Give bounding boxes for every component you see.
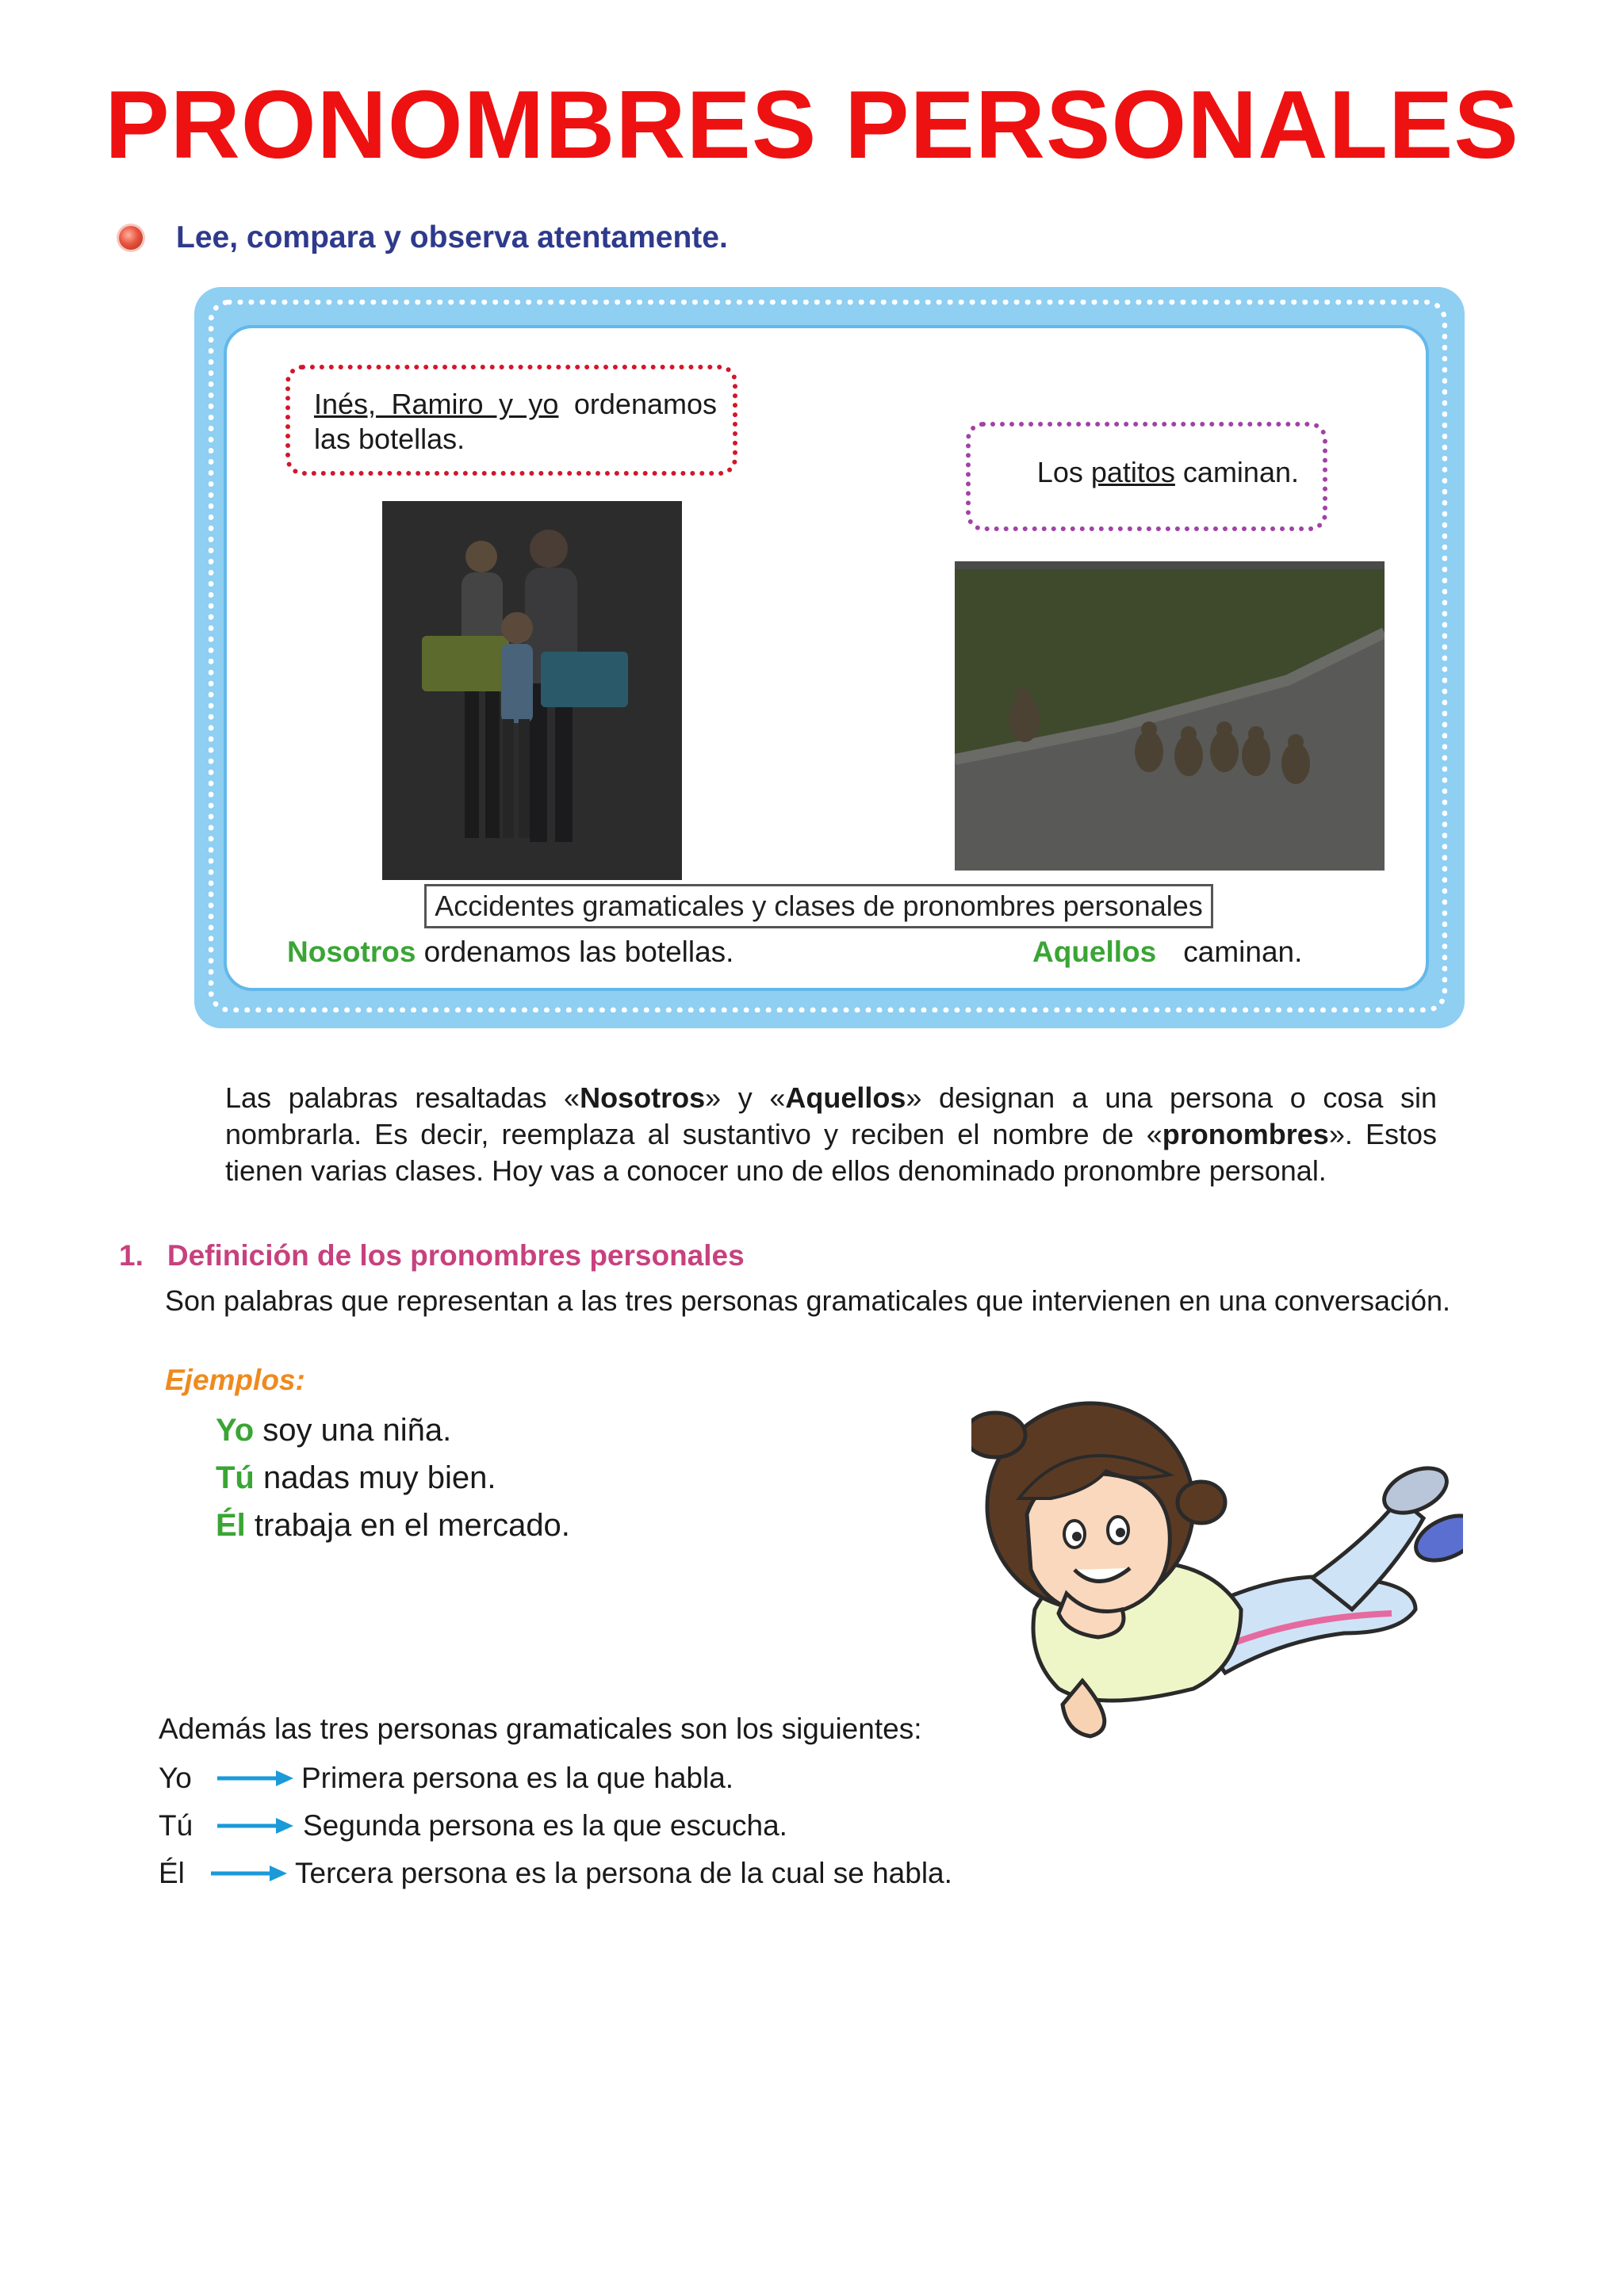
person-pronoun: Yo [159, 1762, 192, 1794]
page-title: PRONOMBRES PERSONALES [105, 71, 1519, 178]
person-description: Primera persona es la que habla. [301, 1762, 734, 1794]
speech-bubble-left [285, 365, 737, 476]
section-title-text: Definición de los pronombres personales [167, 1239, 745, 1272]
person-row [159, 1857, 1110, 1896]
paragraph-text: » designan a una persona o cosa sin nombrarla. Es decir, reemplaza al sustantivo y reciben el nombre de « [225, 1081, 1437, 1150]
person-pronoun: Tú [159, 1809, 193, 1842]
example-item [216, 1413, 451, 1448]
caption-box: Accidentes gramaticales y clases de pronombres personales [424, 884, 1213, 928]
example-item [216, 1460, 496, 1496]
girl-illustration [971, 1380, 1463, 1752]
paragraph-text: ». Estos tienen varias clases. Hoy vas a conocer uno de ellos denominado pronombre personal. [225, 1118, 1438, 1187]
family-photo [382, 501, 682, 880]
subject-underlined: Inés, Ramiro y yo [314, 388, 559, 420]
example-rest: soy una niña. [254, 1413, 452, 1448]
bubble-right-after: caminan. [1174, 456, 1299, 488]
definition-text: Son palabras que representan a las tres personas gramaticales que intervienen en una conversación. [165, 1284, 1451, 1317]
paragraph-bold: Nosotros [580, 1081, 706, 1114]
pronoun-highlight: Yo [216, 1413, 255, 1448]
subject-underlined: patitos [1090, 456, 1175, 488]
arrow-right-icon [216, 1814, 295, 1838]
arrow-right-icon [216, 1766, 295, 1790]
bubble-left-rest: ordenamos las botellas. [314, 388, 717, 455]
lying-girl-icon [971, 1380, 1463, 1752]
person-row [159, 1809, 1110, 1849]
paragraph-text: Las palabras resaltadas « [225, 1081, 580, 1114]
person-pronoun: Él [159, 1857, 185, 1889]
pronoun-highlight: Aquellos [1032, 936, 1157, 968]
example-item [216, 1508, 570, 1544]
ducklings-photo [955, 561, 1385, 871]
person-row [159, 1762, 1110, 1801]
ducklings-illustration [955, 561, 1385, 871]
sentence-right-rest: caminan. [1183, 936, 1303, 968]
pronoun-highlight: Nosotros [287, 936, 416, 968]
bubble-right-before: Los [1036, 456, 1091, 488]
persons-intro: Además las tres personas gramaticales son los siguientes: [159, 1712, 922, 1745]
examples-label: Ejemplos: [165, 1364, 305, 1396]
pronoun-highlight: Él [216, 1508, 246, 1543]
bullet-icon [119, 226, 143, 250]
section-number: 1. [119, 1239, 144, 1272]
sentence-left-rest: ordenamos las botellas. [416, 936, 734, 968]
paragraph-text: » y « [705, 1081, 786, 1114]
pronoun-highlight: Tú [216, 1460, 255, 1495]
person-description: Segunda persona es la que escucha. [303, 1809, 787, 1842]
paragraph-bold: pronombres [1162, 1118, 1329, 1150]
arrow-right-icon [209, 1862, 289, 1885]
section-heading [119, 1239, 745, 1272]
speech-bubble-right [966, 422, 1327, 531]
example-sentence-right [1032, 936, 1302, 969]
example-sentence-left [287, 936, 733, 969]
family-illustration [382, 501, 682, 880]
example-rest: trabaja en el mercado. [245, 1508, 570, 1543]
paragraph-bold: Aquellos [785, 1081, 906, 1114]
person-description: Tercera persona es la persona de la cual se habla. [295, 1857, 952, 1889]
explanation-paragraph [225, 1080, 1437, 1189]
instruction-text: Lee, compara y observa atentamente. [176, 220, 728, 254]
example-rest: nadas muy bien. [254, 1460, 496, 1495]
